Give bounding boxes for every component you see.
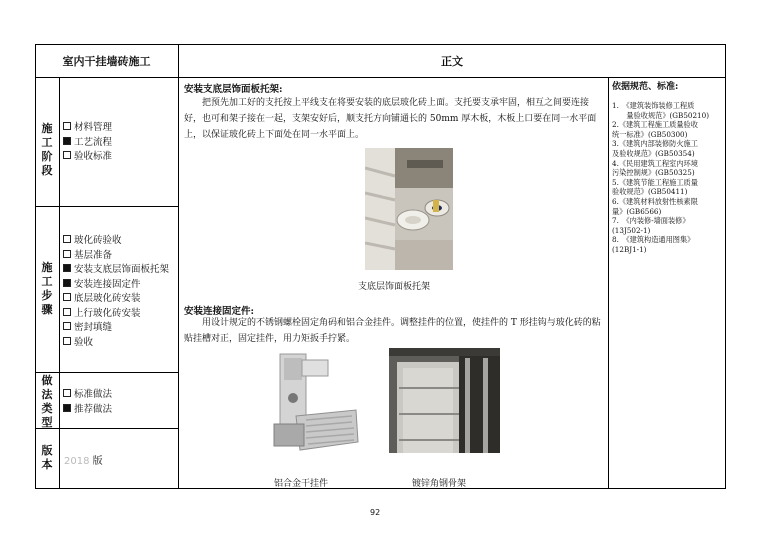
bracket-photo-graphic (365, 148, 453, 270)
step-item[interactable]: 安装连接固定件 (63, 278, 169, 293)
step-item[interactable]: 安装支底层饰面板托架 (63, 263, 169, 278)
section1-heading: 安装支底层饰面板托架: (184, 84, 283, 95)
standard-line: 污染控制规》(GB50325) (612, 168, 695, 178)
version-value (64, 452, 103, 467)
checkbox-icon (63, 322, 71, 330)
standards-list (612, 101, 709, 255)
aluminum-hanger-photo (256, 350, 364, 454)
step-item[interactable]: 玻化砖验收 (63, 234, 169, 249)
method-item-standard[interactable]: 标准做法 (63, 388, 112, 403)
stage-list (63, 121, 112, 165)
checkbox-icon (63, 122, 71, 130)
standard-line: 量》(GB6566) (612, 206, 662, 216)
aluminum-hanger-caption: 铝合金干挂件 (274, 479, 329, 489)
checkbox-icon (63, 293, 71, 301)
row-divider-1 (35, 206, 179, 207)
standard-line: 1. 《建筑装饰装修工程质 (612, 101, 695, 110)
row-divider-2 (35, 372, 179, 373)
version-year: 2018 (64, 456, 90, 467)
frame-top (35, 44, 726, 45)
step-item[interactable]: 密封填缝 (63, 321, 169, 336)
construction-stage-title: 施工阶段 (41, 122, 53, 177)
section1-body: 把预先加工好的支托按上平线支在将要安装的底层玻化砖上面。支托要支承牢固，相互之间要连接好，也可和架子接在一起，支架安好后，顺支托方向铺通长的 50mm 厚木板，木板上口要在同一水平面上，以保证玻化砖上下面处在同一水平面上。 (184, 98, 597, 140)
standards-title: 依据规范、标准: (612, 82, 679, 92)
method-list (63, 388, 112, 417)
standard-line: 5.《建筑节能工程施工质量 (612, 177, 698, 187)
standard-line: 统一标准》(GB50300) (612, 129, 688, 139)
standard-line: 2.《建筑工程施工质量验收 (612, 120, 698, 130)
bracket-photo-caption: 支底层饰面板托架 (358, 282, 431, 292)
steps-list (63, 234, 169, 350)
aluminum-hanger-graphic (256, 350, 364, 454)
bracket-photo (365, 148, 453, 270)
step-item[interactable]: 底层玻化砖安装 (63, 292, 169, 307)
standard-line: 量验收规范》(GB50210) (612, 110, 709, 120)
construction-steps-title: 施工步骤 (41, 261, 53, 316)
stage-item-acceptance[interactable]: 验收标准 (63, 150, 112, 165)
checkbox-icon (63, 337, 71, 345)
checkbox-icon (63, 235, 71, 243)
row-divider-3 (35, 428, 179, 429)
header-divider (35, 77, 726, 78)
header-right-title: 正文 (441, 55, 463, 68)
stage-item-process[interactable]: 工艺流程 (63, 136, 112, 151)
frame-right (725, 44, 726, 489)
step-item[interactable]: 上行玻化砖安装 (63, 307, 169, 322)
standard-line: 6.《建筑材料放射性核素限 (612, 196, 698, 206)
checkbox-icon (63, 250, 71, 258)
left-column-divider (178, 44, 179, 489)
section2-body: 用设计规定的不锈钢螺栓固定角码和铝合金挂件。调整挂件的位置，使挂件的 T 形挂钩与玻化砖的粘贴挂槽对正，固定挂件，用力矩扳手拧紧。 (184, 318, 601, 344)
checkbox-icon (63, 279, 71, 287)
stage-item-material[interactable]: 材料管理 (63, 121, 112, 136)
header-left-title: 室内干挂墙砖施工 (62, 55, 151, 68)
page-number: 92 (370, 508, 381, 517)
checkbox-icon (63, 404, 71, 412)
standard-line: (12BJ1-1) (612, 244, 647, 254)
checkbox-icon (63, 264, 71, 272)
frame-left (35, 44, 36, 489)
standard-line: 验收规范》(GB50411) (612, 187, 688, 197)
standard-line: 3.《建筑内部装修防火施工 (612, 139, 698, 149)
section2-heading: 安装连接固定件: (184, 306, 255, 317)
steel-frame-graphic (389, 348, 500, 453)
step-item[interactable]: 验收 (63, 336, 169, 351)
standard-line: 8. 《建筑构造通用图集》 (612, 235, 695, 245)
steel-frame-caption: 镀锌角钢骨架 (412, 479, 467, 489)
version-title: 版本 (41, 444, 53, 471)
frame-bottom (35, 488, 726, 489)
method-type-title: 做法类型 (41, 374, 53, 429)
step-item[interactable]: 基层准备 (63, 249, 169, 264)
standard-line: 4.《民用建筑工程室内环境 (612, 158, 698, 168)
standard-line: (13J502-1) (612, 225, 651, 235)
checkbox-icon (63, 137, 71, 145)
standards-column-divider (608, 77, 609, 489)
standard-line: 7. 《内装修-墙面装修》 (612, 216, 690, 226)
checkbox-icon (63, 308, 71, 316)
version-suffix: 版 (92, 456, 103, 467)
checkbox-icon (63, 389, 71, 397)
method-item-recommended[interactable]: 推荐做法 (63, 403, 112, 418)
standard-line: 及验收规范》(GB50354) (612, 148, 695, 158)
steel-frame-photo (389, 348, 500, 453)
checkbox-icon (63, 151, 71, 159)
